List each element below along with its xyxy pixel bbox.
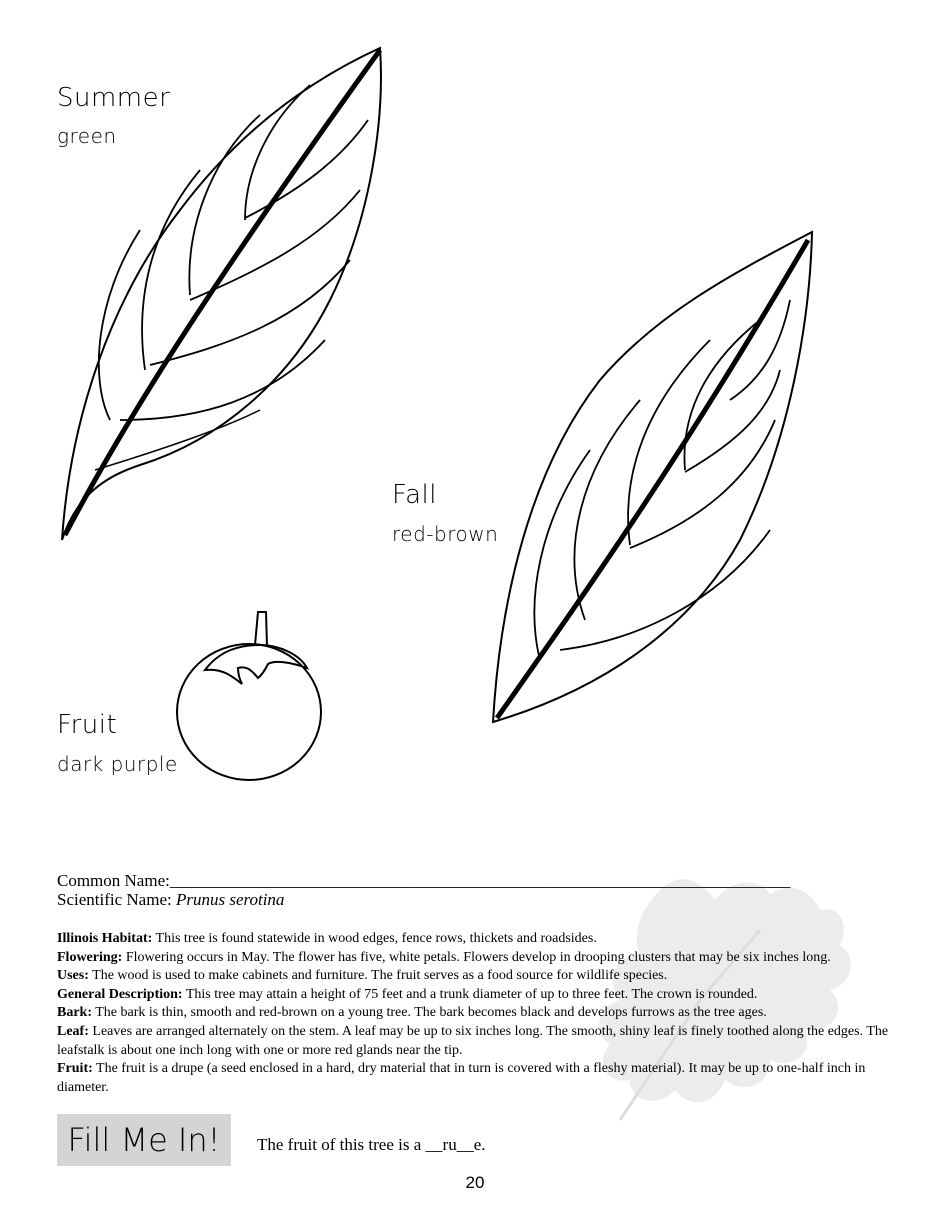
fact-label: Fruit:: [57, 1061, 93, 1077]
tree-names: [57, 871, 790, 909]
scientific-name-label: Scientific Name:: [57, 890, 172, 909]
scientific-name-line: [57, 890, 790, 909]
fall-label: Fall: [392, 480, 437, 510]
fact-fruit: [57, 1060, 907, 1097]
scientific-name-value: Prunus serotina: [175, 890, 285, 909]
fact-label: Flowering:: [57, 949, 123, 965]
fact-text: The bark is thin, smooth and red-brown on a young tree. The bark becomes black and develops furrows as the tree ages.: [92, 1005, 767, 1021]
common-name-line: [57, 871, 790, 890]
tree-description: [57, 930, 907, 1097]
fact-general: [57, 986, 907, 1005]
summer-color: green: [57, 124, 117, 148]
fact-flowering: [57, 949, 907, 968]
fact-label: Leaf:: [57, 1023, 89, 1039]
fact-bark: [57, 1004, 907, 1023]
common-name-blank[interactable]: _________________________________________________________________________: [169, 871, 791, 890]
fact-text: Leaves are arranged alternately on the stem. A leaf may be up to six inches long. The smooth, shiny leaf is finely toothed along the edges. The leafstalk is about one inch long with one or more red glands near the tip.: [57, 1023, 889, 1058]
fact-text: This tree may attain a height of 75 feet and a trunk diameter of up to three feet. The crown is rounded.: [182, 986, 758, 1002]
fact-leaf: [57, 1023, 907, 1060]
fact-label: Illinois Habitat:: [57, 931, 153, 946]
fruit-label: Fruit: [57, 710, 118, 740]
fruit-color: dark purple: [57, 752, 178, 776]
summer-label: Summer: [57, 83, 171, 113]
fact-text: Flowering occurs in May. The flower has five, white petals. Flowers develop in drooping clusters that may be six inches long.: [122, 949, 831, 965]
fact-label: Bark:: [57, 1005, 92, 1021]
fact-text: This tree is found statewide in wood edges, fence rows, thickets and roadsides.: [152, 931, 597, 946]
fact-text: The wood is used to make cabinets and furniture. The fruit serves as a food source for wildlife species.: [88, 968, 668, 984]
fact-habitat: [57, 930, 907, 949]
fact-label: General Description:: [57, 986, 183, 1002]
fall-color: red-brown: [392, 522, 499, 546]
common-name-label: Common Name:: [57, 871, 170, 890]
fact-text: The fruit is a drupe (a seed enclosed in a hard, dry material that in turn is covered with a fleshy material). It may be up to one-half inch in diameter.: [57, 1061, 866, 1095]
fill-me-in-question[interactable]: The fruit of this tree is a __ru__e.: [257, 1135, 486, 1154]
fill-me-in-badge: [57, 1114, 231, 1166]
page-number: 20: [465, 1173, 485, 1192]
fill-me-in-title: Fill Me In!: [67, 1121, 221, 1159]
fact-uses: [57, 967, 907, 986]
fact-label: Uses:: [57, 968, 89, 984]
